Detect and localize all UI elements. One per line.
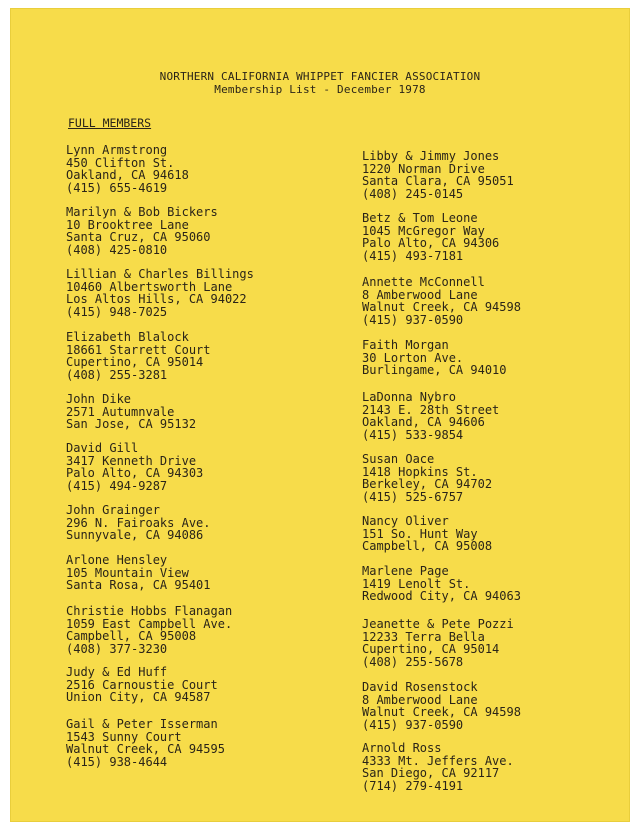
member-entry bbox=[66, 144, 189, 194]
document-subtitle: Membership List - December 1978 bbox=[214, 83, 426, 96]
member-entry bbox=[362, 150, 514, 200]
member-name: Lynn Armstrong bbox=[66, 143, 168, 157]
member-street: 1418 Hopkins St. bbox=[362, 464, 478, 479]
member-entry bbox=[362, 339, 507, 377]
member-street: 10460 Albertsworth Lane bbox=[66, 279, 233, 294]
member-street: 3417 Kenneth Drive bbox=[66, 453, 197, 468]
member-street: 8 Amberwood Lane bbox=[362, 287, 478, 302]
member-name: Annette McConnell bbox=[362, 275, 485, 289]
member-phone: (408) 255-3281 bbox=[66, 367, 168, 382]
member-city: Cupertino, CA 95014 bbox=[362, 642, 500, 657]
member-entry bbox=[66, 605, 232, 655]
member-entry bbox=[362, 453, 492, 503]
member-phone: (415) 494-9287 bbox=[66, 478, 168, 493]
member-city: San Diego, CA 92117 bbox=[362, 766, 500, 781]
member-name: John Dike bbox=[66, 392, 132, 406]
member-entry bbox=[66, 206, 218, 256]
member-street: 296 N. Fairoaks Ave. bbox=[66, 515, 211, 530]
member-city: Palo Alto, CA 94306 bbox=[362, 236, 500, 251]
member-city: San Jose, CA 95132 bbox=[66, 417, 197, 432]
member-city: Palo Alto, CA 94303 bbox=[66, 466, 204, 481]
member-entry bbox=[66, 331, 211, 381]
member-entry bbox=[362, 742, 514, 792]
member-street: 151 So. Hunt Way bbox=[362, 526, 478, 541]
member-street: 4333 Mt. Jeffers Ave. bbox=[362, 753, 514, 768]
member-entry bbox=[66, 442, 203, 492]
member-phone: (415) 938-4644 bbox=[66, 754, 168, 769]
member-street: 105 Mountain View bbox=[66, 565, 189, 580]
member-city: Cupertino, CA 95014 bbox=[66, 355, 204, 370]
member-city: Walnut Creek, CA 94598 bbox=[362, 300, 521, 315]
member-entry bbox=[66, 393, 196, 431]
member-name: Marilyn & Bob Bickers bbox=[66, 205, 218, 219]
member-phone: (415) 533-9854 bbox=[362, 427, 464, 442]
member-name: Marlene Page bbox=[362, 564, 449, 578]
member-city: Santa Clara, CA 95051 bbox=[362, 174, 514, 189]
member-city: Campbell, CA 95008 bbox=[66, 629, 197, 644]
member-entry bbox=[362, 212, 499, 262]
member-name: Betz & Tom Leone bbox=[362, 211, 478, 225]
member-name: Faith Morgan bbox=[362, 338, 449, 352]
member-entry bbox=[362, 515, 492, 553]
member-entry bbox=[362, 276, 521, 326]
member-name: John Grainger bbox=[66, 503, 160, 517]
member-name: Gail & Peter Isserman bbox=[66, 717, 218, 731]
member-city: Los Altos Hills, CA 94022 bbox=[66, 292, 247, 307]
member-name: David Rosenstock bbox=[362, 680, 478, 694]
member-street: 8 Amberwood Lane bbox=[362, 692, 478, 707]
member-phone: (714) 279-4191 bbox=[362, 778, 464, 793]
member-name: Jeanette & Pete Pozzi bbox=[362, 617, 514, 631]
member-name: Elizabeth Blalock bbox=[66, 330, 189, 344]
member-city: Santa Cruz, CA 95060 bbox=[66, 230, 211, 245]
member-name: David Gill bbox=[66, 441, 139, 455]
member-entry bbox=[362, 391, 499, 441]
member-city: Walnut Creek, CA 94598 bbox=[362, 705, 521, 720]
member-name: Libby & Jimmy Jones bbox=[362, 149, 500, 163]
member-city: Walnut Creek, CA 94595 bbox=[66, 742, 225, 757]
member-city: Sunnyvale, CA 94086 bbox=[66, 528, 204, 543]
member-entry bbox=[362, 618, 514, 668]
member-street: 1220 Norman Drive bbox=[362, 161, 485, 176]
member-city: Santa Rosa, CA 95401 bbox=[66, 578, 211, 593]
member-name: LaDonna Nybro bbox=[362, 390, 456, 404]
member-street: 2143 E. 28th Street bbox=[362, 402, 500, 417]
member-phone: (415) 937-0590 bbox=[362, 312, 464, 327]
member-street: 18661 Starrett Court bbox=[66, 342, 211, 357]
member-name: Susan Oace bbox=[362, 452, 435, 466]
member-phone: (415) 493-7181 bbox=[362, 248, 464, 263]
member-name: Arnold Ross bbox=[362, 741, 442, 755]
member-entry bbox=[66, 504, 211, 542]
member-street: 2516 Carnoustie Court bbox=[66, 677, 218, 692]
member-city: Redwood City, CA 94063 bbox=[362, 589, 521, 604]
section-heading: FULL MEMBERS bbox=[68, 116, 152, 130]
member-name: Judy & Ed Huff bbox=[66, 665, 168, 679]
member-entry bbox=[66, 666, 218, 704]
member-phone: (415) 655-4619 bbox=[66, 180, 168, 195]
member-street: 1045 McGregor Way bbox=[362, 223, 485, 238]
member-city: Oakland, CA 94606 bbox=[362, 415, 485, 430]
member-phone: (408) 425-0810 bbox=[66, 242, 168, 257]
member-phone: (408) 245-0145 bbox=[362, 186, 464, 201]
member-entry bbox=[362, 681, 521, 731]
member-phone: (415) 937-0590 bbox=[362, 717, 464, 732]
member-city: Berkeley, CA 94702 bbox=[362, 477, 493, 492]
member-name: Nancy Oliver bbox=[362, 514, 449, 528]
member-city: Oakland, CA 94618 bbox=[66, 168, 189, 183]
member-street: 1059 East Campbell Ave. bbox=[66, 616, 233, 631]
member-phone: (408) 255-5678 bbox=[362, 654, 464, 669]
member-entry bbox=[66, 268, 254, 318]
member-street: 1419 Lenolt St. bbox=[362, 576, 471, 591]
member-street: 1543 Sunny Court bbox=[66, 729, 182, 744]
member-street: 30 Lorton Ave. bbox=[362, 350, 464, 365]
member-phone: (415) 525-6757 bbox=[362, 489, 464, 504]
member-street: 450 Clifton St. bbox=[66, 155, 175, 170]
member-street: 2571 Autumnvale bbox=[66, 404, 175, 419]
member-phone: (408) 377-3230 bbox=[66, 641, 168, 656]
member-name: Lillian & Charles Billings bbox=[66, 267, 254, 281]
member-phone: (415) 948-7025 bbox=[66, 304, 168, 319]
member-name: Arlone Hensley bbox=[66, 553, 168, 567]
member-city: Burlingame, CA 94010 bbox=[362, 363, 507, 378]
member-name: Christie Hobbs Flanagan bbox=[66, 604, 233, 618]
member-entry bbox=[362, 565, 521, 603]
member-city: Union City, CA 94587 bbox=[66, 690, 211, 705]
member-street: 10 Brooktree Lane bbox=[66, 217, 189, 232]
member-city: Campbell, CA 95008 bbox=[362, 539, 493, 554]
member-street: 12233 Terra Bella bbox=[362, 629, 485, 644]
member-entry bbox=[66, 718, 225, 768]
document-title: NORTHERN CALIFORNIA WHIPPET FANCIER ASSOCIATION bbox=[159, 70, 481, 83]
member-entry bbox=[66, 554, 211, 592]
